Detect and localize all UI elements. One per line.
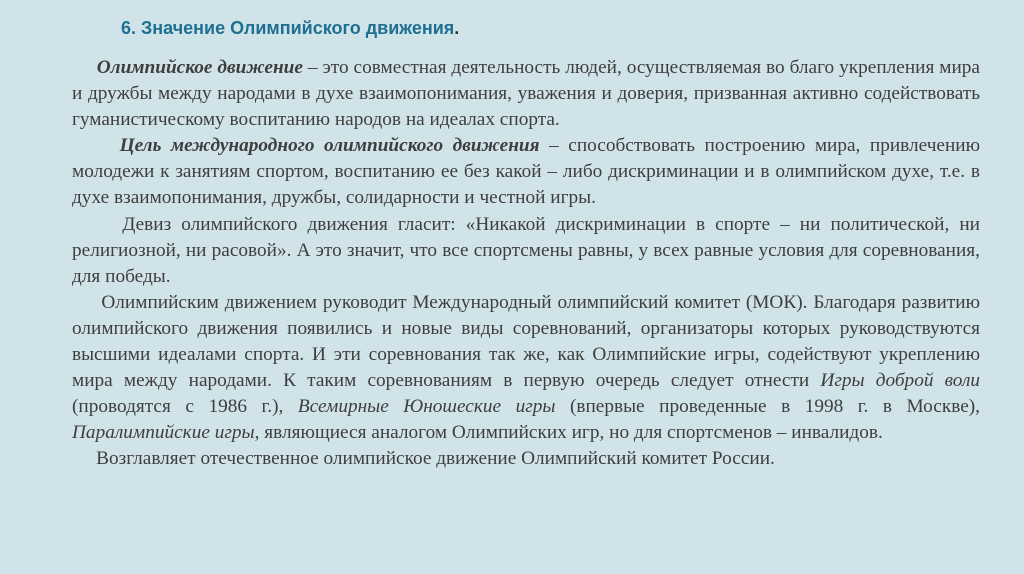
title-period: .: [454, 18, 460, 38]
paragraph-ioc: [72, 290, 980, 447]
paragraph-motto: [72, 212, 980, 290]
paragraph-roc: [72, 446, 980, 472]
ioc-text-4: , являющиеся аналогом Олимпийских игр, но для спортсменов – инвалидов.: [254, 422, 883, 444]
definition-text: – это совместная деятельность людей, осуществляемая во благо укрепления мира и дружбы между народами в духе взаимопонимания, уважения и доверия, призванная активно содействовать гуманистическому воспитанию народов на идеалах спорта.: [72, 57, 980, 131]
paragraph-goal: [72, 133, 980, 211]
ioc-text-3: (впервые проведенные в 1998 г. в Москве),: [555, 396, 980, 418]
title-text: 6. Значение Олимпийского движения: [121, 18, 455, 38]
paralympic-games: Паралимпийские игры: [72, 422, 255, 444]
slide-title: [121, 18, 459, 39]
ioc-text-2: (проводятся с 1986 г.),: [72, 396, 298, 418]
ioc-text-1: Олимпийским движением руководит Международный олимпийский комитет (МОК). Благодаря развитию олимпийского движения появились и новые виды соревнований, организаторы которых руководствуются высшими идеалами спорта. И эти соревнования так же, как Олимпийские игры, содействуют укреплению мира между народами. К таким соревнованиям в первую очередь следует отнести: [72, 291, 980, 392]
motto-text: Девиз олимпийского движения гласит: «Никакой дискриминации в спорте – ни политической, ни религиозной, ни расовой». А это значит, что все спортсмены равны, у всех равные условия для соревнования, для победы.: [72, 213, 980, 287]
world-youth-games: Всемирные Юношеские игры: [297, 396, 556, 418]
term-olympic-movement: Олимпийское движение: [96, 57, 303, 78]
goodwill-games: Игры доброй воли: [820, 370, 980, 392]
goal-text: – способствовать построению мира, привлечению молодежи к занятиям спортом, воспитанию ее без какой – либо дискриминации и в олимпийском духе, т.е. в духе взаимопонимания, дружбы, солидарности и честной игры.: [72, 135, 981, 209]
slide-body: [72, 55, 980, 473]
term-goal: Цель международного олимпийского движения: [119, 135, 540, 157]
roc-text: Возглавляет отечественное олимпийское движение Олимпийский комитет России.: [96, 448, 775, 470]
paragraph-definition: [72, 55, 980, 133]
